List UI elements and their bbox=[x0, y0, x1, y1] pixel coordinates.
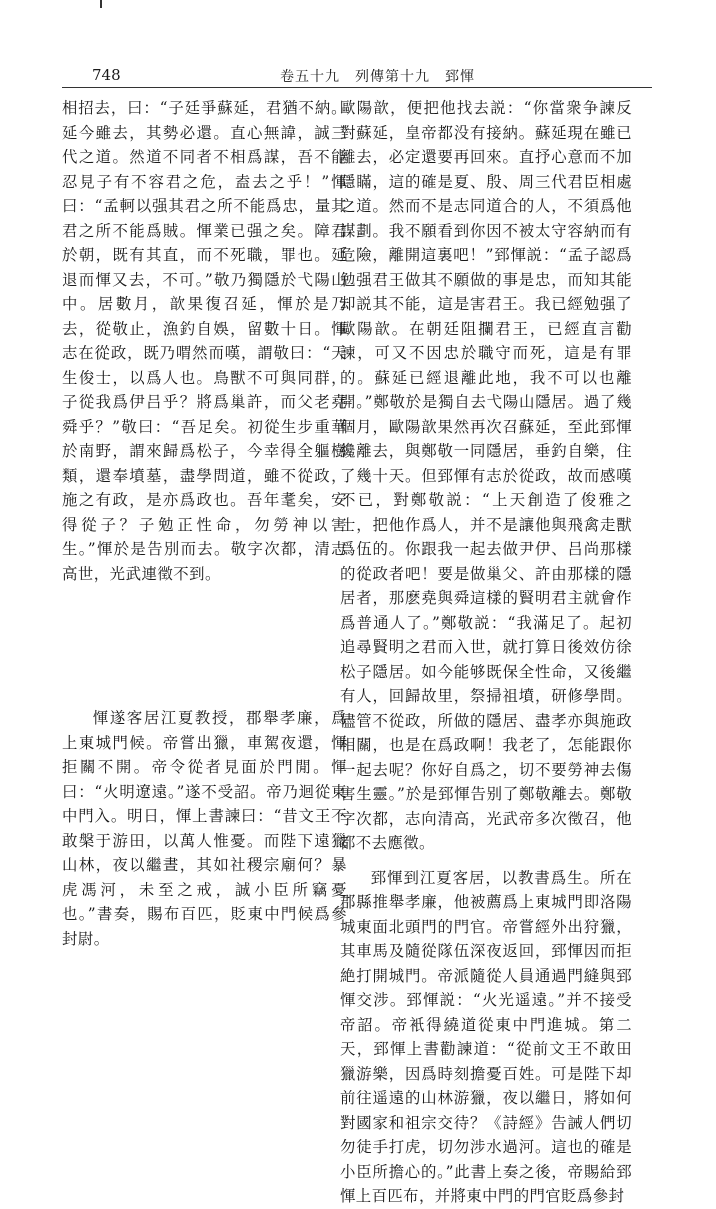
translation-paragraph-2: 郅惲到江夏客居，以教書爲生。所在郡縣推舉孝廉，他被薦爲上東城門即洛陽城東面北頭門的門官。帝嘗經外出狩獵，其車馬及隨從隊伍深夜返回，郅惲因而拒絶打開城門。帝派隨從人員通過門縫與郅惲交涉。郅惲説：“火光遥遠。”并不接受帝詔。帝衹得繞道從東中門進城。第二天，郅惲上書勸諫道：“從前文王不敢田獵游樂，因爲時刻擔憂百姓。可是陛下却前往遥遠的山林游獵，夜以繼日，將如何對國家和祖宗交待？《詩經》告誡人們切勿徒手打虎，切勿涉水過河。這也的確是小臣所擔心的。”此書上奏之後，帝賜給郅惲上百匹布，并將東中門的門官貶爲參封 bbox=[340, 868, 632, 1205]
top-tick-mark bbox=[100, 0, 102, 8]
header-rule bbox=[62, 87, 652, 88]
running-head: 卷五十九 列傳第十九 郅惲 bbox=[280, 69, 475, 85]
translation-paragraph-1: 歐陽歆，便把他找去説：“你當衆争諫反對蘇延，皇帝都没有接納。蘇延現在雖已離去，必定還要再回來。直抒心意而不加隱瞞，這的確是夏、殷、周三代君臣相處之道。然而不是志同道合的人，不須爲他謀劃。我不願看到你因不被太守容納而有危險，離開這裏吧！”郅惲説：“孟子認爲勉强君王做其不願做的事是忠，而知其能却説其不能，這是害君王。我已經勉强了歐陽歆。在朝廷阻攔君王，已經直言勸諫，可又不因忠於職守而死，這是有罪的。蘇延已經退離此地，我不可以也離開。”鄭敬於是獨自去弋陽山隱居。過了幾個月，歐陽歆果然再次召蘇延，至此郅惲纔離去，與鄭敬一同隱居，垂釣自樂，住了幾十天。但郅惲有志於從政，故而感嘆不已，對鄭敬説：“上天創造了俊雅之士，把他作爲人，并不是讓他與飛禽走獸爲伍的。你跟我一起去做尹伊、吕尚那樣的從政者吧！要是做巢父、許由那樣的隱居者，那麽堯與舜這樣的賢明君主就會作爲普通人了。”鄭敬説：“我滿足了。起初追尋賢明之君而入世，就打算日後效仿徐松子隱居。如今能够既保全性命，又後繼有人，回歸故里，祭掃祖墳，研修學問。儘管不從政，所做的隱居、盡孝亦與施政相關，也是在爲政啊！我老了，怎能跟你一起去呢？你好自爲之，切不要勞神去傷害生靈。”於是郅惲告别了鄭敬離去。鄭敬字次都，志向清高，光武帝多次徵召，他都不去應徵。 bbox=[340, 99, 632, 852]
page-number: 748 bbox=[92, 66, 121, 84]
right-column-translation bbox=[340, 96, 632, 1209]
left-column-original-text bbox=[62, 96, 347, 951]
original-paragraph-2: 惲遂客居江夏教授，郡舉孝廉，爲上東城門候。帝嘗出獵，車駕夜還，惲拒關不開。帝令從者見面於門閒。惲曰：“火明遼遠。”遂不受詔。帝乃迴從東中門入。明日，惲上書諫曰：“昔文王不敢槃于游田，以萬人惟憂。而陛下遠獵山林，夜以繼晝，其如社稷宗廟何？暴虎馮河，未至之戒，誠小臣所竊憂也。”書奏，賜布百匹，貶東中門候爲參封尉。 bbox=[62, 709, 347, 948]
original-paragraph-1: 相招去，曰：“子廷爭蘇延，君猶不納。延今雖去，其勢必還。直心無諱，誠三代之道。然道不同者不相爲謀，吾不能忍見子有不容君之危，盍去之乎！”惲曰：“孟軻以强其君之所不能爲忠，量其君之所不能爲賊。惲業已强之矣。障君於朝，既有其直，而不死職，罪也。延退而惲又去，不可。”敬乃獨隱於弋陽山中。居數月，歆果復召延，惲於是乃去，從敬止，漁釣自娛，留數十日。惲志在從政，既乃喟然而嘆，謂敬曰：“天生俊士，以爲人也。鳥獸不可與同群，子從我爲伊吕乎？將爲巢許，而父老堯舜乎？”敬曰：“吾足矣。初從生步重華於南野，謂來歸爲松子，今幸得全軀樹類，還奉墳墓，盡學問道，雖不從政，施之有政，是亦爲政也。吾年耄矣，安得從子？子勉正性命，勿勞神以害生。”惲於是告別而去。敬字次都，清志高世，光武連徵不到。 bbox=[62, 99, 347, 583]
